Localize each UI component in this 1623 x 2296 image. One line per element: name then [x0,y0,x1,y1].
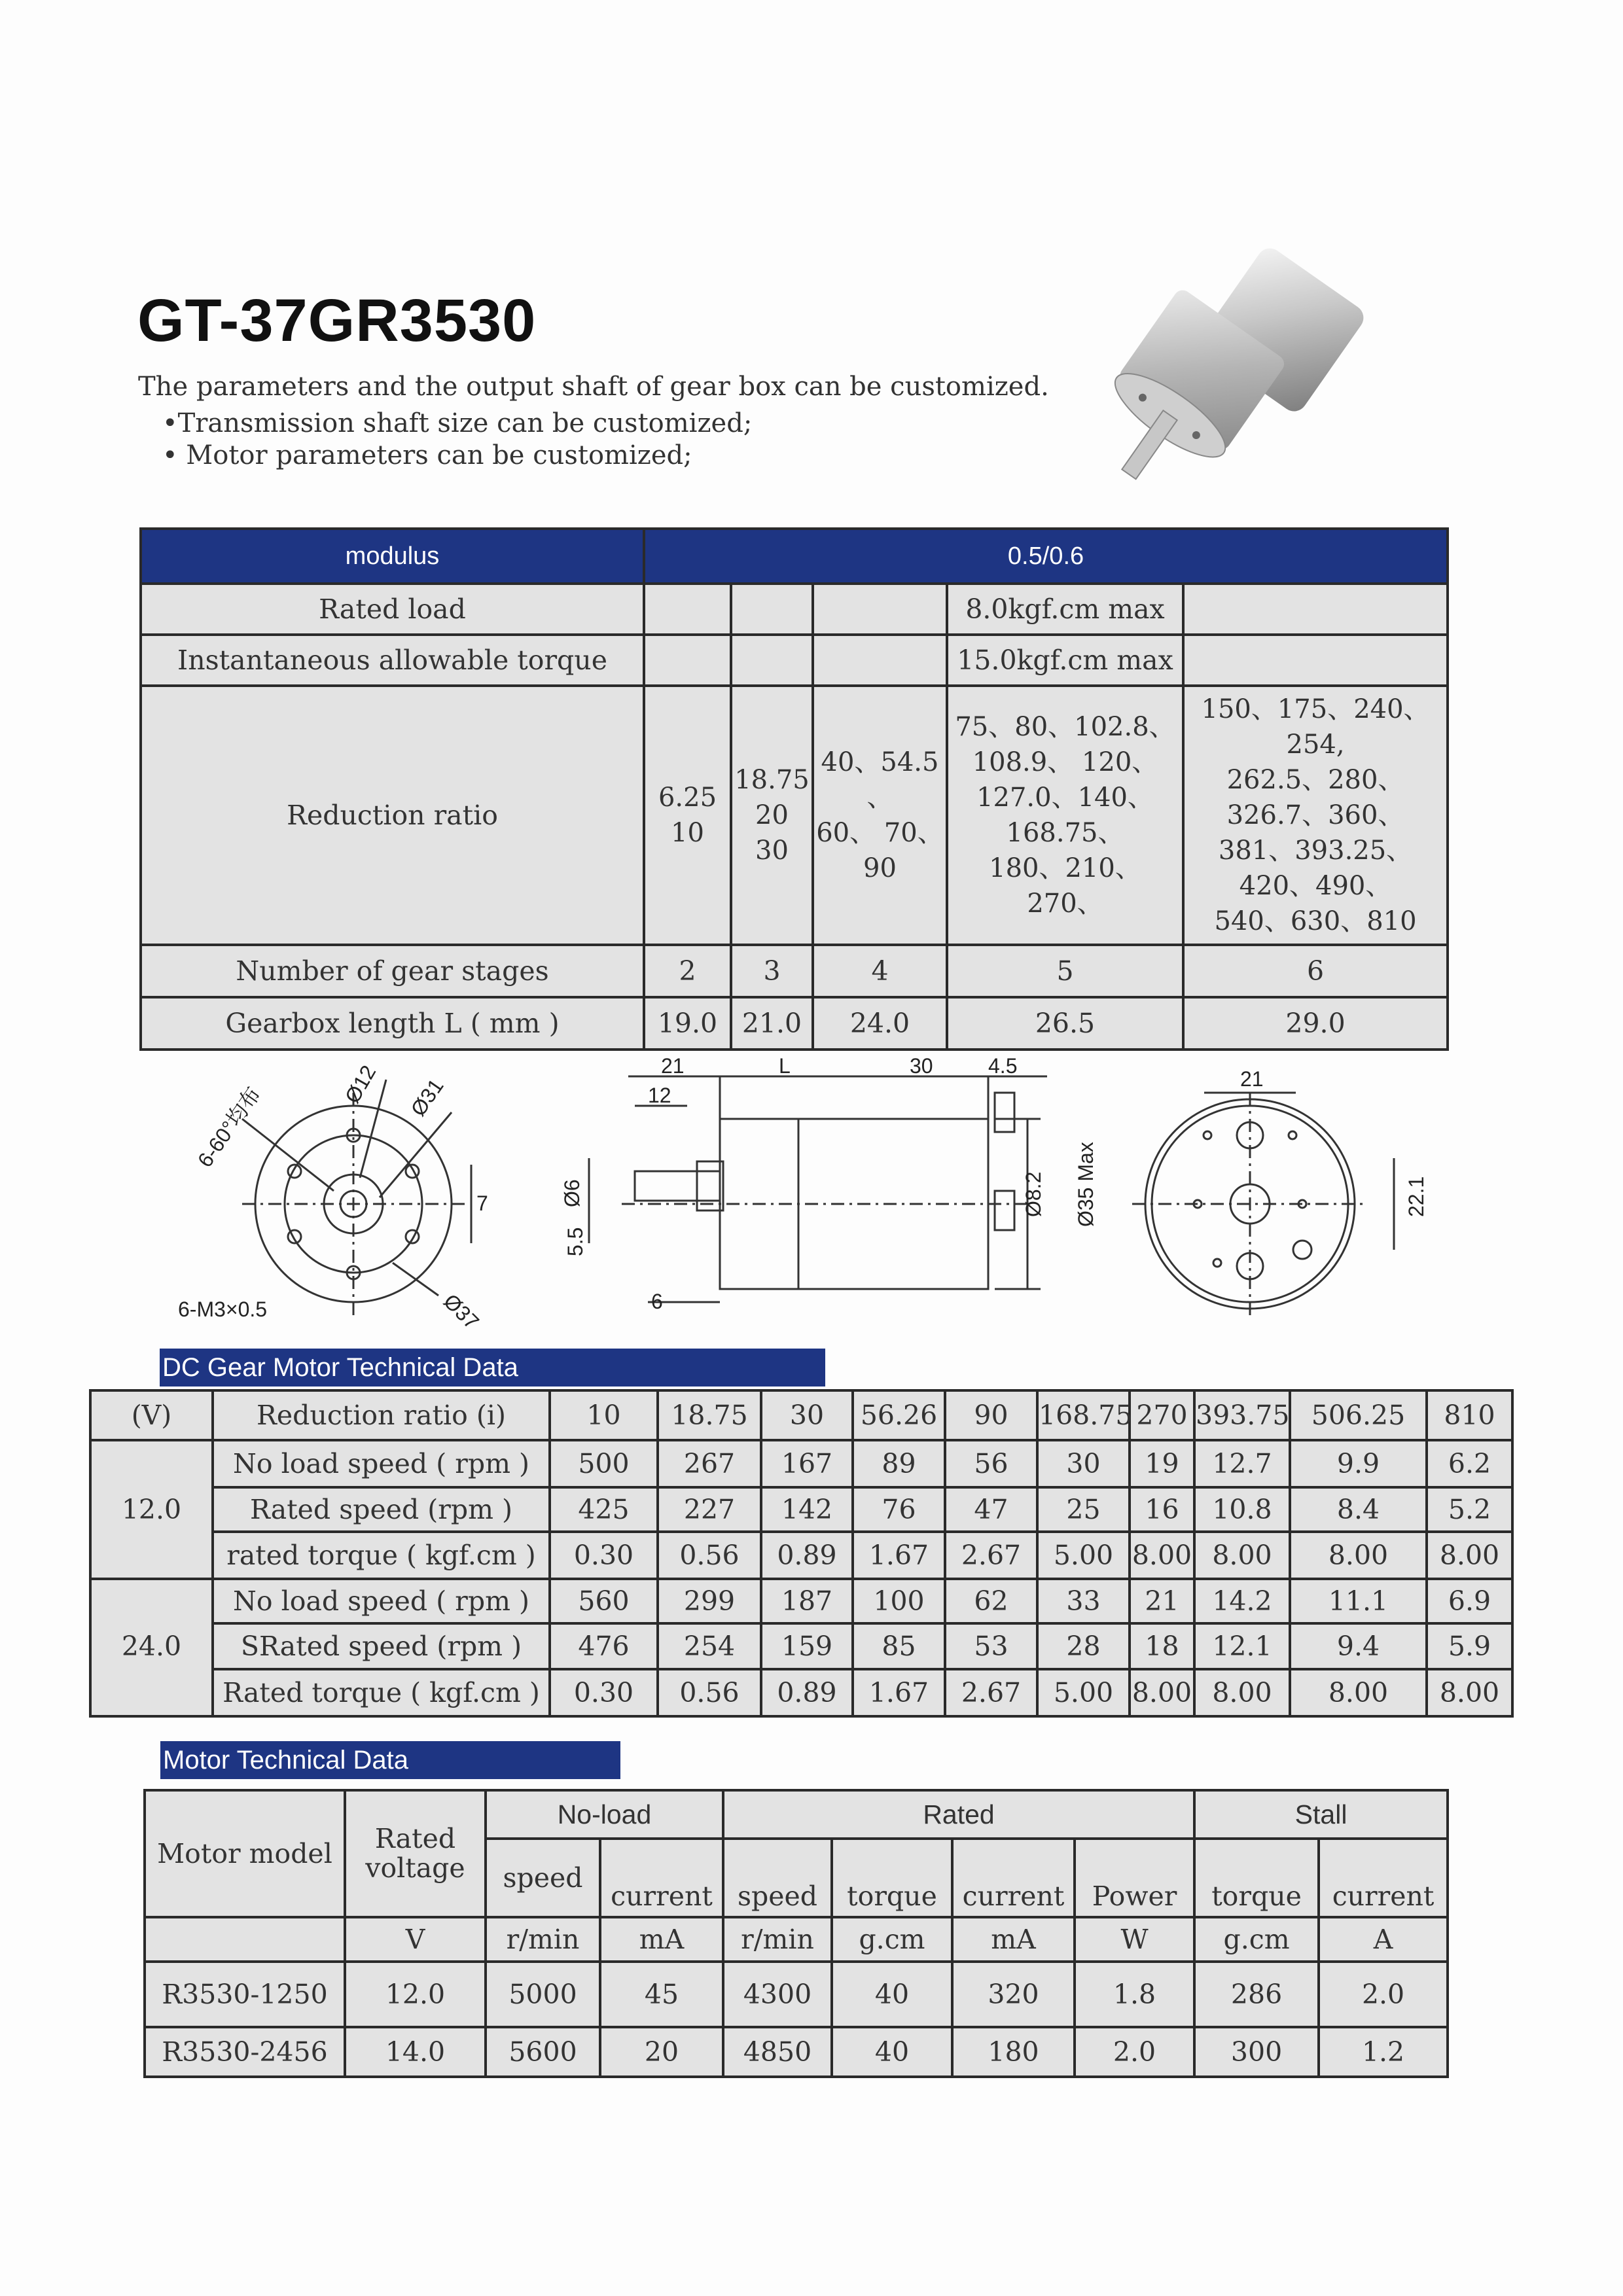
unit-cell: mA [952,1917,1075,1962]
rated-voltage-header: Rated voltage [345,1790,486,1917]
data-cell: 8.00 [1290,1669,1427,1716]
voltage-12: 12.0 [90,1487,213,1532]
stages-value: 5 [947,945,1183,997]
row-label: Rated speed (rpm ) [213,1487,550,1532]
data-cell: 12.7 [1194,1440,1290,1487]
length-label: Gearbox length L ( mm ) [141,997,644,1050]
rated-load-label: Rated load [141,584,644,635]
data-cell: 56 [945,1440,1037,1487]
ratio-cell: 90 [945,1390,1037,1440]
data-cell: 18 [1130,1623,1194,1669]
data-cell: 8.00 [1130,1532,1194,1579]
ratio-cell: 506.25 [1290,1390,1427,1440]
data-cell: 9.9 [1290,1440,1427,1487]
data-cell: 560 [550,1579,658,1623]
ratio-2-stage: 6.25 10 [644,686,731,945]
data-cell: 2.67 [945,1532,1037,1579]
torque-label: Instantaneous allowable torque [141,635,644,686]
data-cell: 10.8 [1194,1487,1290,1532]
data-cell: 6.9 [1427,1579,1512,1623]
data-cell: 0.56 [658,1532,761,1579]
data-cell: 40 [832,1962,952,2027]
dim-label: L [779,1054,791,1078]
data-cell: 5.9 [1427,1623,1512,1669]
subheader: speed [486,1839,600,1917]
data-cell: 8.00 [1130,1669,1194,1716]
ratio-5-stage: 75、80、102.8、 108.9、 120、 127.0、140、 168.75、 180、210、 270、 [947,686,1183,945]
unit-cell: r/min [486,1917,600,1962]
ratio-cell: 810 [1427,1390,1512,1440]
intro-line-3: • Motor parameters can be customized; [162,440,692,470]
data-cell: 2.0 [1075,2027,1194,2077]
stages-value: 2 [644,945,731,997]
unit-cell: r/min [723,1917,832,1962]
data-cell: 1.8 [1075,1962,1194,2027]
row-label: SRated speed (rpm ) [213,1623,550,1669]
ratio-cell: 56.26 [853,1390,945,1440]
row-label: Rated torque ( kgf.cm ) [213,1669,550,1716]
dim-label: Ø35 Max [1074,1142,1097,1227]
dim-label: 12 [648,1084,671,1107]
subheader: torque [832,1839,952,1917]
dim-label: 6-60°均布 [192,1082,266,1172]
motor-model-cell: R3530-2456 [145,2027,345,2077]
data-cell: 2.67 [945,1669,1037,1716]
gear-motor-image [1060,229,1387,523]
stages-value: 6 [1183,945,1448,997]
data-cell: 45 [600,1962,723,2027]
data-cell: 14.0 [345,2027,486,2077]
data-cell: 0.89 [761,1532,853,1579]
data-cell: 167 [761,1440,853,1487]
dim-label: 21 [661,1054,685,1078]
unit-cell: W [1075,1917,1194,1962]
data-cell: 8.4 [1290,1487,1427,1532]
data-cell: 476 [550,1623,658,1669]
dim-label: Ø31 [406,1074,448,1121]
data-cell: 6.2 [1427,1440,1512,1487]
stages-label: Number of gear stages [141,945,644,997]
data-cell: 0.89 [761,1669,853,1716]
unit-cell: g.cm [832,1917,952,1962]
data-cell: 1.67 [853,1532,945,1579]
data-cell: 5.2 [1427,1487,1512,1532]
data-cell: 33 [1037,1579,1130,1623]
data-cell: 11.1 [1290,1579,1427,1623]
data-cell: 8.00 [1290,1532,1427,1579]
subheader: current [952,1839,1075,1917]
length-value: 29.0 [1183,997,1448,1050]
intro-line-1: The parameters and the output shaft of gear box can be customized. [138,372,1049,402]
data-cell: 5000 [486,1962,600,2027]
motor-section-title: Motor Technical Data [160,1741,620,1779]
torque-value: 15.0kgf.cm max [947,635,1183,686]
ratio-label: Reduction ratio [141,686,644,945]
data-cell: 8.00 [1427,1532,1512,1579]
data-cell: 19 [1130,1440,1194,1487]
noload-header: No-load [486,1790,723,1839]
data-cell: 500 [550,1440,658,1487]
data-cell: 16 [1130,1487,1194,1532]
data-cell: 53 [945,1623,1037,1669]
data-cell: 4300 [723,1962,832,2027]
data-cell: 12.0 [345,1962,486,2027]
dim-label: 7 [476,1192,488,1215]
subheader: torque [1194,1839,1319,1917]
data-cell: 1.2 [1319,2027,1448,2077]
gearbox-table [139,527,1449,1051]
ratio-cell: 18.75 [658,1390,761,1440]
data-cell: 30 [1037,1440,1130,1487]
data-cell: 14.2 [1194,1579,1290,1623]
modulus-header: modulus [141,529,644,584]
unit-cell: mA [600,1917,723,1962]
data-cell: 8.00 [1194,1532,1290,1579]
data-cell: 12.1 [1194,1623,1290,1669]
row-label: No load speed ( rpm ) [213,1579,550,1623]
data-cell: 8.00 [1427,1669,1512,1716]
data-cell: 267 [658,1440,761,1487]
dc-gear-motor-table [89,1389,1514,1718]
data-cell: 320 [952,1962,1075,2027]
data-cell: 0.56 [658,1669,761,1716]
data-cell: 40 [832,2027,952,2077]
dim-label: 6-M3×0.5 [178,1298,268,1321]
data-cell: 0.30 [550,1669,658,1716]
data-cell: 62 [945,1579,1037,1623]
motor-model-header: Motor model [145,1790,345,1917]
ratio-cell: 30 [761,1390,853,1440]
motor-technical-table [143,1789,1449,2078]
data-cell: 187 [761,1579,853,1623]
subheader: current [600,1839,723,1917]
data-cell: 0.30 [550,1532,658,1579]
data-cell: 159 [761,1623,853,1669]
intro-line-2: •Transmission shaft size can be customized; [162,408,753,438]
row-label: rated torque ( kgf.cm ) [213,1532,550,1579]
dim-label: Ø8.2 [1022,1171,1045,1217]
data-cell: 1.67 [853,1669,945,1716]
data-cell: 20 [600,2027,723,2077]
data-cell: 300 [1194,2027,1319,2077]
dim-label: Ø12 [340,1061,381,1108]
data-cell: 85 [853,1623,945,1669]
row-label: No load speed ( rpm ) [213,1440,550,1487]
data-cell: 8.00 [1194,1669,1290,1716]
unit-cell: V [345,1917,486,1962]
data-cell: 180 [952,2027,1075,2077]
data-cell: 142 [761,1487,853,1532]
dim-label: Ø6 [560,1179,584,1207]
data-cell: 4850 [723,2027,832,2077]
dimension-drawing [164,1053,1428,1335]
data-cell: 21 [1130,1579,1194,1623]
ratio-cell: 393.75 [1194,1390,1290,1440]
dim-label: 21 [1240,1067,1264,1091]
stages-value: 4 [813,945,947,997]
data-cell: 5600 [486,2027,600,2077]
dim-label: 4.5 [988,1054,1018,1078]
ratio-header: Reduction ratio (i) [213,1390,550,1440]
data-cell: 76 [853,1487,945,1532]
subheader: current [1319,1839,1448,1917]
stages-value: 3 [731,945,813,997]
data-cell: 25 [1037,1487,1130,1532]
modulus-value: 0.5/0.6 [644,529,1448,584]
data-cell: 2.0 [1319,1962,1448,2027]
data-cell: 425 [550,1487,658,1532]
dim-label: 30 [910,1054,933,1078]
dim-label: 6 [651,1290,663,1313]
length-value: 24.0 [813,997,947,1050]
data-cell: 28 [1037,1623,1130,1669]
length-value: 21.0 [731,997,813,1050]
ratio-cell: 270 [1130,1390,1194,1440]
data-cell: 5.00 [1037,1532,1130,1579]
product-title: GT-37GR3530 [137,287,537,354]
dim-label: 22.1 [1404,1176,1428,1217]
dim-label: Ø37 [438,1289,484,1334]
subheader: Power [1075,1839,1194,1917]
ratio-cell: 10 [550,1390,658,1440]
unit-cell: A [1319,1917,1448,1962]
data-cell: 47 [945,1487,1037,1532]
length-value: 26.5 [947,997,1183,1050]
data-cell: 254 [658,1623,761,1669]
data-cell: 286 [1194,1962,1319,2027]
ratio-4-stage: 40、54.5 、 60、 70、 90 [813,686,947,945]
length-value: 19.0 [644,997,731,1050]
unit-cell: g.cm [1194,1917,1319,1962]
data-cell: 100 [853,1579,945,1623]
motor-model-cell: R3530-1250 [145,1962,345,2027]
data-cell: 89 [853,1440,945,1487]
rated-load-value: 8.0kgf.cm max [947,584,1183,635]
voltage-header: (V) [90,1390,213,1440]
stall-header: Stall [1194,1790,1448,1839]
voltage-24: 24.0 [90,1623,213,1669]
subheader: speed [723,1839,832,1917]
data-cell: 5.00 [1037,1669,1130,1716]
data-cell: 227 [658,1487,761,1532]
rated-header: Rated [723,1790,1194,1839]
ratio-cell: 168.75 [1037,1390,1130,1440]
dim-label: 5.5 [563,1227,587,1256]
dc-section-title: DC Gear Motor Technical Data [160,1349,825,1386]
ratio-6-stage: 150、175、240、 254, 262.5、280、 326.7、360、 381、393.25、 420、490、 540、630、810 [1183,686,1448,945]
data-cell: 299 [658,1579,761,1623]
ratio-3-stage: 18.75 20 30 [731,686,813,945]
data-cell: 9.4 [1290,1623,1427,1669]
